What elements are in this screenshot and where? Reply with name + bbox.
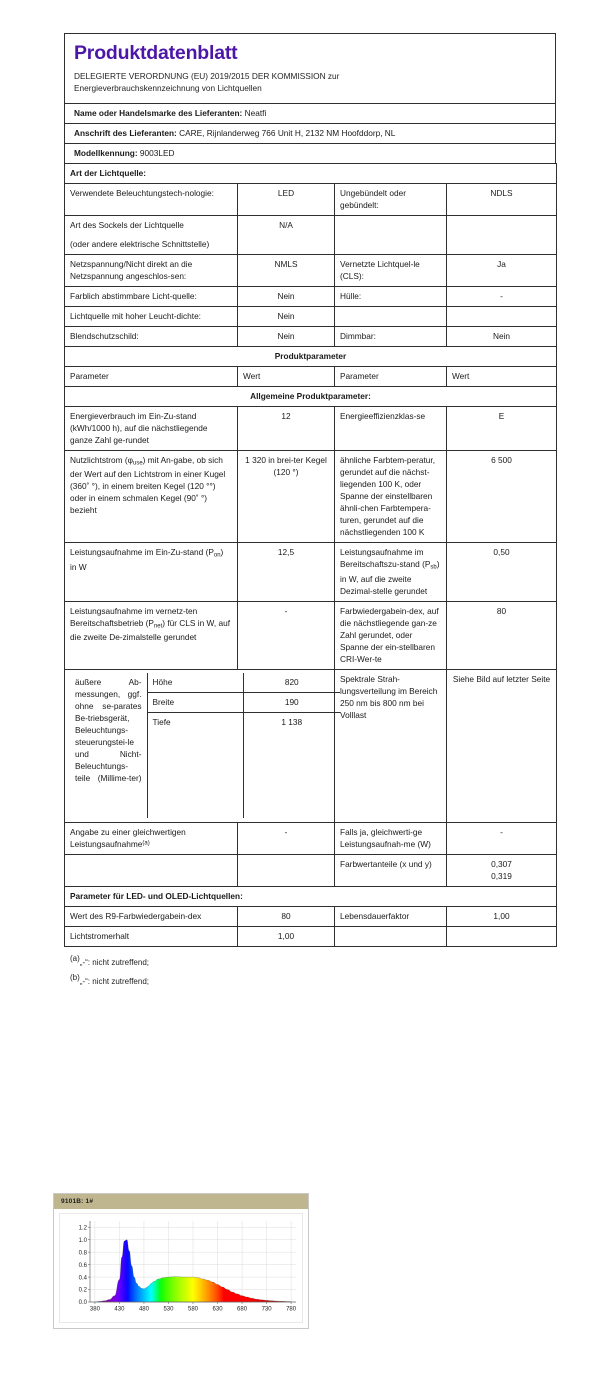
table-row: [65, 451, 557, 543]
row-label: [65, 854, 238, 886]
section-header-light-source: [65, 164, 557, 184]
row-label: Blendschutzschild:: [65, 327, 238, 347]
row-value: Nein: [238, 327, 335, 347]
svg-text:0.0: 0.0: [78, 1300, 87, 1307]
row-value-2: [447, 216, 557, 255]
row-value: Nein: [238, 287, 335, 307]
footnote-b: [70, 970, 556, 989]
model-label: Modellkennung:: [74, 147, 138, 158]
row-value: LED: [238, 184, 335, 216]
row-label: Leistungsaufnahme im Ein-Zu-stand $(P_{on})$ in W: [65, 543, 238, 601]
equivalent-power-label: Angabe zu einer gleichwertigen Leistungsaufnahme$^{(a)}$: [70, 826, 186, 849]
model-row: [64, 143, 556, 163]
row-label-2: Dimmbar:: [335, 327, 447, 347]
table-row: [65, 906, 557, 926]
chart-plot-area: [59, 1213, 303, 1323]
row-value-2: 80: [447, 601, 557, 669]
row-value: NMLS: [238, 255, 335, 287]
row-label-2: Farbwiedergabein-dex, auf die nächstliegende gan-ze Zahl gerundet, oder Spanne der ein-stellbaren CRI-Wer-te: [335, 601, 447, 669]
row-label: Leistungsaufnahme im vernetz-ten Bereitschaftsbetrieb $(P_{net})$ für CLS in W, auf die zweite De-zimalstelle gerundet: [65, 601, 238, 669]
supplier-name-value: Neatfi: [244, 107, 267, 118]
row-value: 12,5: [238, 543, 335, 601]
row-label-2: [335, 307, 447, 327]
row-label-2: Hülle:: [335, 287, 447, 307]
row-value-2: Ja: [447, 255, 557, 287]
page-title: Produktdatenblatt: [74, 42, 238, 64]
section-title-light-source: Art der Lichtquelle:: [65, 164, 557, 184]
svg-text:430: 430: [114, 1306, 125, 1313]
column-header-parameter-1: Parameter: [65, 367, 238, 387]
dimensions-first-row: [70, 673, 340, 693]
document-subtitle: [74, 70, 546, 94]
svg-text:580: 580: [187, 1306, 199, 1313]
row-label: Verwendete Beleuchtungstech-nologie:: [65, 184, 238, 216]
table-row: [65, 926, 557, 946]
dimension-name-tiefe: Tiefe: [147, 712, 243, 732]
supplier-name-label: Name oder Handelsmarke des Lieferanten:: [74, 107, 243, 118]
datasheet-sheet: [64, 33, 556, 989]
row-label-2: Leistungsaufnahme im Bereitschaftszu-stand $(P_{sb})$ in W, auf die zweite Dezimal-stelle gerundet: [335, 543, 447, 601]
section-title-general-parameters: Allgemeine Produktparameter:: [65, 387, 557, 407]
document-header: [64, 33, 556, 103]
table-row: [65, 822, 557, 854]
row-label-2: [335, 216, 447, 255]
row-value-2: -: [447, 287, 557, 307]
row-label: Nutzlichtstrom $(\varphi_{use})$ mit An-gabe, ob sich der Wert auf den Lichtstrom in einer Kugel (360˚ °), in einem breiten Kegel (120 °°) oder in einem schmalen Kegel (90˚ °) bezieht: [65, 451, 238, 543]
spectral-chart-panel: [53, 1193, 309, 1329]
svg-text:0.4: 0.4: [78, 1275, 87, 1282]
row-label: Lichtquelle mit hoher Leucht-dichte:: [65, 307, 238, 327]
svg-text:0.2: 0.2: [78, 1287, 87, 1294]
dimensions-filler-right: [243, 732, 340, 818]
section-header-led-oled: [65, 886, 557, 906]
table-row-chromaticity: [65, 854, 557, 886]
supplier-address-label: Anschrift des Lieferanten:: [74, 127, 177, 138]
row-value: -: [238, 601, 335, 669]
dimensions-subtable: [70, 673, 340, 818]
row-label-2: [335, 926, 447, 946]
row-value-2: [447, 854, 557, 886]
svg-text:1.0: 1.0: [78, 1237, 87, 1244]
row-label-line-1: Art des Sockels der Lichtquelle: [70, 220, 184, 231]
footnote-a-marker: (a): [70, 953, 80, 963]
column-header-parameter-2: Parameter: [335, 367, 447, 387]
row-value-2: 0,50: [447, 543, 557, 601]
table-row: [65, 287, 557, 307]
table-row-dimensions: [65, 669, 557, 822]
row-value: 80: [238, 906, 335, 926]
row-label-2: Farbwertanteile (x und y): [335, 854, 447, 886]
row-value: 1 320 in brei-ter Kegel (120 °): [238, 451, 335, 543]
spectral-distribution-chart: [60, 1214, 304, 1322]
row-value-2: 1,00: [447, 906, 557, 926]
row-value: N/A: [238, 216, 335, 255]
dimension-value-hoehe: 820: [243, 673, 340, 693]
row-value-2: E: [447, 407, 557, 451]
row-label: Farblich abstimmbare Licht-quelle:: [65, 287, 238, 307]
product-parameters-table: [64, 163, 557, 947]
row-value: Nein: [238, 307, 335, 327]
table-row: [65, 184, 557, 216]
row-value: [238, 854, 335, 886]
row-label: Netzspannung/Nicht direkt an die Netzspannung angeschlos-sen:: [65, 255, 238, 287]
table-row: [65, 216, 557, 255]
table-row: [65, 327, 557, 347]
dimension-value-breite: 190: [243, 692, 340, 712]
dimension-value-tiefe: 1 138: [281, 716, 303, 727]
svg-text:780: 780: [286, 1306, 297, 1313]
table-row: [65, 407, 557, 451]
table-row: [65, 255, 557, 287]
section-header-general-parameters: [65, 387, 557, 407]
chart-title: 9101B: 1#: [54, 1194, 308, 1209]
supplier-address-value: CARE, Rijnlanderweg 766 Unit H, 2132 NM Hoofddorp, NL: [179, 127, 396, 138]
row-value-2: 6 500: [447, 451, 557, 543]
row-value-2: [447, 307, 557, 327]
row-value-2: NDLS: [447, 184, 557, 216]
row-value: -: [238, 822, 335, 854]
subtitle-line-2: Energieverbrauchskennzeichnung von Lichtquellen: [74, 83, 262, 94]
chromaticity-y: 0,319: [491, 870, 512, 881]
section-title-product-parameters: Produktparameter: [65, 347, 557, 367]
row-value-2: Nein: [447, 327, 557, 347]
footnote-b-text: „-“: nicht zutreffend;: [79, 977, 149, 987]
section-title-led-oled: Parameter für LED- und OLED-Lichtquellen:: [65, 886, 557, 906]
table-row: [65, 601, 557, 669]
svg-text:1.2: 1.2: [78, 1225, 87, 1232]
dimensions-cell: [65, 669, 335, 822]
footnote-a-text: „-“: nicht zutreffend;: [79, 957, 149, 967]
footnotes: [64, 951, 556, 989]
dimension-name-hoehe: Höhe: [147, 673, 243, 693]
svg-text:380: 380: [89, 1306, 100, 1313]
footnote-a: [70, 951, 556, 970]
dimensions-label: äußere Ab-messungen, ggf. ohne se-parates Be-triebsgerät, Beleuchtungs-steuerungstei-le und Nicht-Beleuchtungs-teile (Millime-ter): [70, 673, 147, 818]
row-value: 1,00: [238, 926, 335, 946]
svg-text:680: 680: [237, 1306, 248, 1313]
row-value-2: [447, 926, 557, 946]
svg-text:730: 730: [261, 1306, 272, 1313]
subtitle-line-1: DELEGIERTE VERORDNUNG (EU) 2019/2015 DER KOMMISSION zur: [74, 71, 340, 82]
row-label-2: ähnliche Farbtem-peratur, gerundet auf die nächst-liegenden 100 K, oder Spanne der einstellbaren ähnli-chen Farbtempera-turen, gerundet auf die nächstliegenden 100 K: [335, 451, 447, 543]
table-row: [65, 307, 557, 327]
row-label-2: Ungebündelt oder gebündelt:: [335, 184, 447, 216]
column-header-row: [65, 367, 557, 387]
row-label-line-2: (oder andere elektrische Schnittstelle): [70, 239, 210, 250]
column-header-value-2: Wert: [447, 367, 557, 387]
row-value-2: Siehe Bild auf letzter Seite: [447, 669, 557, 822]
row-label: Energieverbrauch im Ein-Zu-stand (kWh/1000 h), auf die nächstliegende ganze Zahl ge-rundet: [65, 407, 238, 451]
row-label-2: Lebensdauerfaktor: [335, 906, 447, 926]
row-label-2: Falls ja, gleichwerti-ge Leistungsaufnah-me (W): [335, 822, 447, 854]
row-label-2: Spektrale Strah-lungsverteilung im Bereich 250 nm bis 800 nm bei Volllast: [335, 669, 447, 822]
row-label: Wert des R9-Farbwiedergabein-dex: [65, 906, 238, 926]
svg-text:0.8: 0.8: [78, 1250, 87, 1257]
row-label-2: Energieeffizienzklas-se: [335, 407, 447, 451]
svg-text:530: 530: [163, 1306, 174, 1313]
row-label: [65, 216, 238, 255]
table-row: [65, 543, 557, 601]
svg-text:0.6: 0.6: [78, 1262, 87, 1269]
footnote-b-marker: (b): [70, 973, 80, 983]
supplier-address-row: [64, 123, 556, 143]
svg-text:480: 480: [138, 1306, 149, 1313]
row-label-2: Vernetzte Lichtquel-le (CLS):: [335, 255, 447, 287]
model-value: 9003LED: [139, 147, 175, 158]
row-label: [65, 822, 238, 854]
dimension-name-breite: Breite: [147, 692, 243, 712]
row-value-2: -: [447, 822, 557, 854]
supplier-name-row: [64, 103, 556, 123]
section-header-product-parameters: [65, 347, 557, 367]
dimensions-filler-left: [147, 732, 243, 818]
chromaticity-x: 0,307: [491, 858, 512, 869]
column-header-value-1: Wert: [238, 367, 335, 387]
row-label: Lichtstromerhalt: [65, 926, 238, 946]
row-value: 12: [238, 407, 335, 451]
svg-text:630: 630: [212, 1306, 223, 1313]
